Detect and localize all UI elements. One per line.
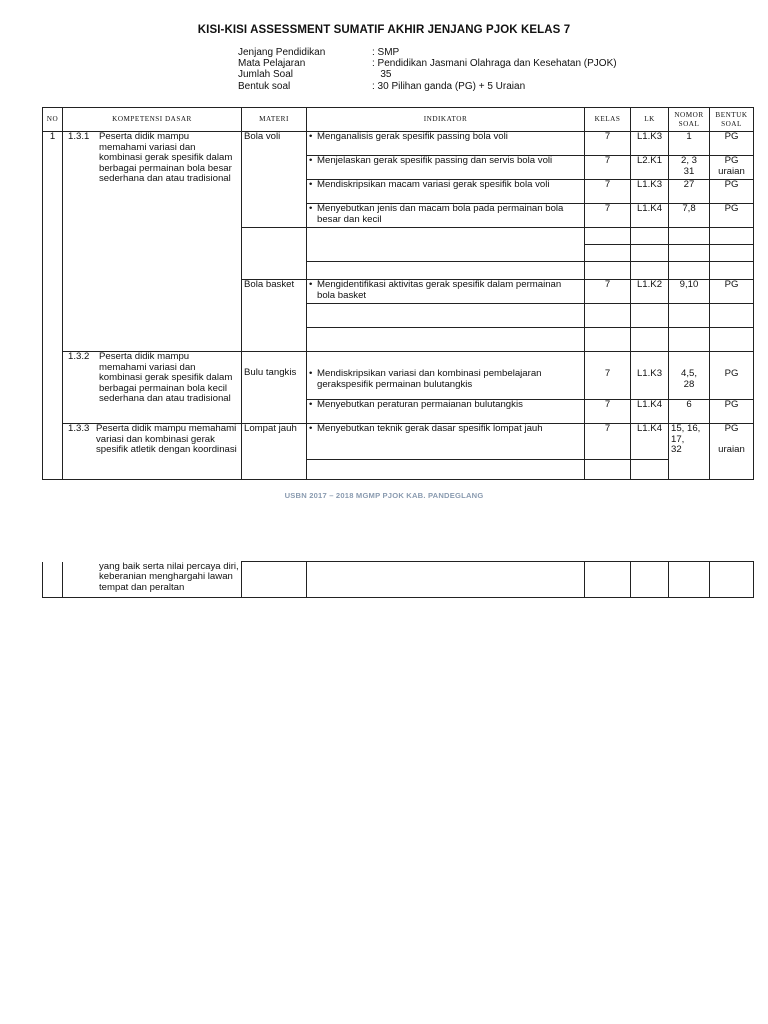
- indikator-cell: • Mendiskripsikan macam variasi gerak spesifik bola voli: [307, 180, 585, 204]
- indikator-cell: • Mengidentifikasi aktivitas gerak spesifik dalam permainan bola basket: [307, 280, 585, 304]
- empty-cell: [631, 262, 669, 280]
- meta-value: : 30 Pilihan ganda (PG) + 5 Uraian: [372, 80, 526, 92]
- header-kompetensi-dasar: KOMPETENSI DASAR: [63, 108, 242, 132]
- indikator-cell: • Menyebutkan jenis dan macam bola pada permainan bola besar dan kecil: [307, 204, 585, 228]
- kelas-cell: 7: [585, 204, 631, 228]
- table-row: [43, 562, 754, 598]
- kelas-cell: 7: [585, 400, 631, 424]
- kd-cell: [63, 424, 242, 480]
- header-kelas: KELAS: [585, 108, 631, 132]
- kelas-cell: 7: [585, 352, 631, 400]
- bentuk-soal-cell: PG uraian: [710, 424, 754, 480]
- indikator-cell: • Menganalisis gerak spesifik passing bola voli: [307, 132, 585, 156]
- lk-cell: L1.K3: [631, 352, 669, 400]
- meta-row-bentuk: [238, 81, 617, 92]
- kd-text: Peserta didik mampu memahami variasi dan kombinasi gerak spesifik dalam berbagai permainan bola besar sederhana dan atau tradisional: [99, 131, 233, 185]
- nomor-soal-cell: 15, 16, 17, 32: [669, 424, 710, 480]
- kelas-cell: 7: [585, 280, 631, 304]
- indikator-cell: • Menyebutkan teknik gerak dasar spesifik lompat jauh: [307, 424, 585, 480]
- table-row: [43, 424, 754, 480]
- empty-cell: [710, 562, 754, 598]
- indikator-cell: • Mendiskripsikan variasi dan kombinasi pembelajaran gerakspesifik permainan bulutangkis: [307, 352, 585, 400]
- lk-cell: L1.K3: [631, 132, 669, 156]
- empty-cell: [631, 304, 669, 328]
- bentuk-soal-cell: PG: [710, 280, 754, 304]
- empty-cell: [669, 328, 710, 352]
- empty-cell: [669, 562, 710, 598]
- kd-number: 1.3.3: [68, 423, 90, 434]
- empty-cell: [585, 245, 631, 262]
- empty-cell: [307, 562, 585, 598]
- empty-cell: [585, 228, 631, 245]
- kelas-text: 7: [585, 424, 630, 460]
- empty-cell: [631, 228, 669, 245]
- empty-cell: [710, 228, 754, 245]
- kelas-cell: 7: [585, 180, 631, 204]
- bentuk-soal-cell: PG: [710, 352, 754, 400]
- meta-row-jumlah: [238, 69, 617, 80]
- page-footer: USBN 2017 – 2018 MGMP PJOK KAB. PANDEGLANG: [284, 491, 484, 500]
- materi-cell: Bola basket: [242, 280, 307, 352]
- empty-cell: [631, 245, 669, 262]
- materi-cell: Lompat jauh: [242, 424, 307, 480]
- header-indikator: INDIKATOR: [307, 108, 585, 132]
- lk-cell: L1.K2: [631, 280, 669, 304]
- meta-label: Bentuk soal: [238, 80, 291, 92]
- lk-cell: L2.K1: [631, 156, 669, 180]
- bentuk-soal-cell: PG: [710, 204, 754, 228]
- indikator-text: Menyebutkan peraturan permaianan bulutangkis: [317, 399, 523, 410]
- empty-cell: [307, 328, 585, 352]
- empty-cell: [669, 228, 710, 245]
- nomor-soal-cell: 7,8: [669, 204, 710, 228]
- kd-continuation: yang baik serta nilai percaya diri, keberanian menghargahi lawan tempat dan peraltan: [63, 562, 242, 598]
- meta-row-mapel: [238, 58, 617, 69]
- indikator-text: Menyebutkan jenis dan macam bola pada permainan bola besar dan kecil: [317, 203, 564, 225]
- meta-value: : Pendidikan Jasmani Olahraga dan Kesehatan (PJOK): [372, 58, 617, 70]
- document-meta: [238, 47, 617, 92]
- header-materi: MATERI: [242, 108, 307, 132]
- bentuk-soal-cell: PG uraian: [710, 156, 754, 180]
- header-nomor-soal: NOMOR SOAL: [669, 108, 710, 132]
- lk-cell: [631, 424, 669, 480]
- nomor-soal-cell: 27: [669, 180, 710, 204]
- kelas-cell: 7: [585, 156, 631, 180]
- nomor-soal-cell: 2, 3 31: [669, 156, 710, 180]
- empty-cell: [710, 328, 754, 352]
- empty-cell: [585, 562, 631, 598]
- materi-cell-empty: [242, 228, 307, 280]
- empty-cell: [669, 245, 710, 262]
- empty-cell: [585, 328, 631, 352]
- nomor-soal-cell: 6: [669, 400, 710, 424]
- kd-number: 1.3.2: [68, 351, 90, 362]
- empty-cell: [710, 304, 754, 328]
- indikator-text: Mengidentifikasi aktivitas gerak spesifik dalam permainan bola basket: [317, 279, 562, 301]
- empty-cell: [585, 304, 631, 328]
- indikator-text: Menyebutkan teknik gerak dasar spesifik lompat jauh: [317, 423, 543, 434]
- empty-cell: [43, 562, 63, 598]
- header-no: NO: [43, 108, 63, 132]
- page-title: KISI-KISI ASSESSMENT SUMATIF AKHIR JENJANG PJOK KELAS 7: [197, 24, 571, 36]
- header-lk: LK: [631, 108, 669, 132]
- empty-cell: [669, 262, 710, 280]
- bentuk-soal-cell: PG: [710, 400, 754, 424]
- materi-cell: [242, 352, 307, 424]
- indikator-cell: • Menjelaskan gerak spesifik passing dan servis bola voli: [307, 156, 585, 180]
- indikator-cell-empty: [307, 228, 585, 262]
- lk-cell: L1.K3: [631, 180, 669, 204]
- indikator-text: Menjelaskan gerak spesifik passing dan servis bola voli: [317, 155, 553, 166]
- meta-label: Jumlah Soal: [238, 69, 294, 81]
- indikator-cell: • Menyebutkan peraturan permaianan bulutangkis: [307, 400, 585, 424]
- nomor-soal-cell: 1: [669, 132, 710, 156]
- header-bentuk-soal: BENTUK SOAL: [710, 108, 754, 132]
- kd-number: 1.3.1: [68, 131, 90, 142]
- table-header-row: [43, 108, 754, 132]
- kisi-kisi-table: [42, 107, 754, 480]
- bentuk-soal-cell: PG: [710, 180, 754, 204]
- lk-cell: L1.K4: [631, 400, 669, 424]
- empty-cell: [710, 245, 754, 262]
- indikator-text: Menganalisis gerak spesifik passing bola voli: [317, 131, 508, 142]
- empty-cell: [710, 262, 754, 280]
- lk-text: L1.K4: [631, 424, 668, 460]
- meta-value: : SMP: [372, 47, 400, 58]
- materi-cell: Bola voli: [242, 132, 307, 228]
- empty-cell: [585, 262, 631, 280]
- meta-row-jenjang: [238, 47, 617, 58]
- nomor-soal-cell: 4,5, 28: [669, 352, 710, 400]
- nomor-soal-cell: 9,10: [669, 280, 710, 304]
- empty-cell: [669, 304, 710, 328]
- bentuk-soal-cell: PG: [710, 132, 754, 156]
- kd-text: Peserta didik mampu memahami variasi dan kombinasi gerak spesifik dalam berbagai permainan bola kecil sederhana dan atau tradisional: [99, 351, 233, 405]
- indikator-text: Mendiskripsikan macam variasi gerak spesifik bola voli: [317, 179, 550, 190]
- meta-value: 35: [372, 69, 392, 81]
- table-row: [43, 352, 754, 400]
- empty-cell: [631, 562, 669, 598]
- row-number: 1: [43, 132, 63, 480]
- empty-cell: [307, 262, 585, 280]
- indikator-text: Mendiskripsikan variasi dan kombinasi pembelajaran gerakspesifik permainan bulutangkis: [317, 368, 542, 390]
- continuation-table: [42, 561, 754, 598]
- table-row: [43, 132, 754, 156]
- kd-cell: [63, 352, 242, 424]
- kelas-cell: [585, 424, 631, 480]
- materi-text: Bulu tangkis: [244, 367, 297, 378]
- empty-cell: [631, 328, 669, 352]
- meta-label: Mata Pelajaran: [238, 58, 306, 70]
- kd-cell: [63, 132, 242, 352]
- empty-cell: [242, 562, 307, 598]
- kd-text: Peserta didik mampu memahami variasi dan kombinasi gerak spesifik atletik dengan koordinasi: [96, 423, 237, 456]
- meta-label: Jenjang Pendidikan: [238, 47, 326, 58]
- kelas-cell: 7: [585, 132, 631, 156]
- lk-cell: L1.K4: [631, 204, 669, 228]
- empty-cell: [307, 304, 585, 328]
